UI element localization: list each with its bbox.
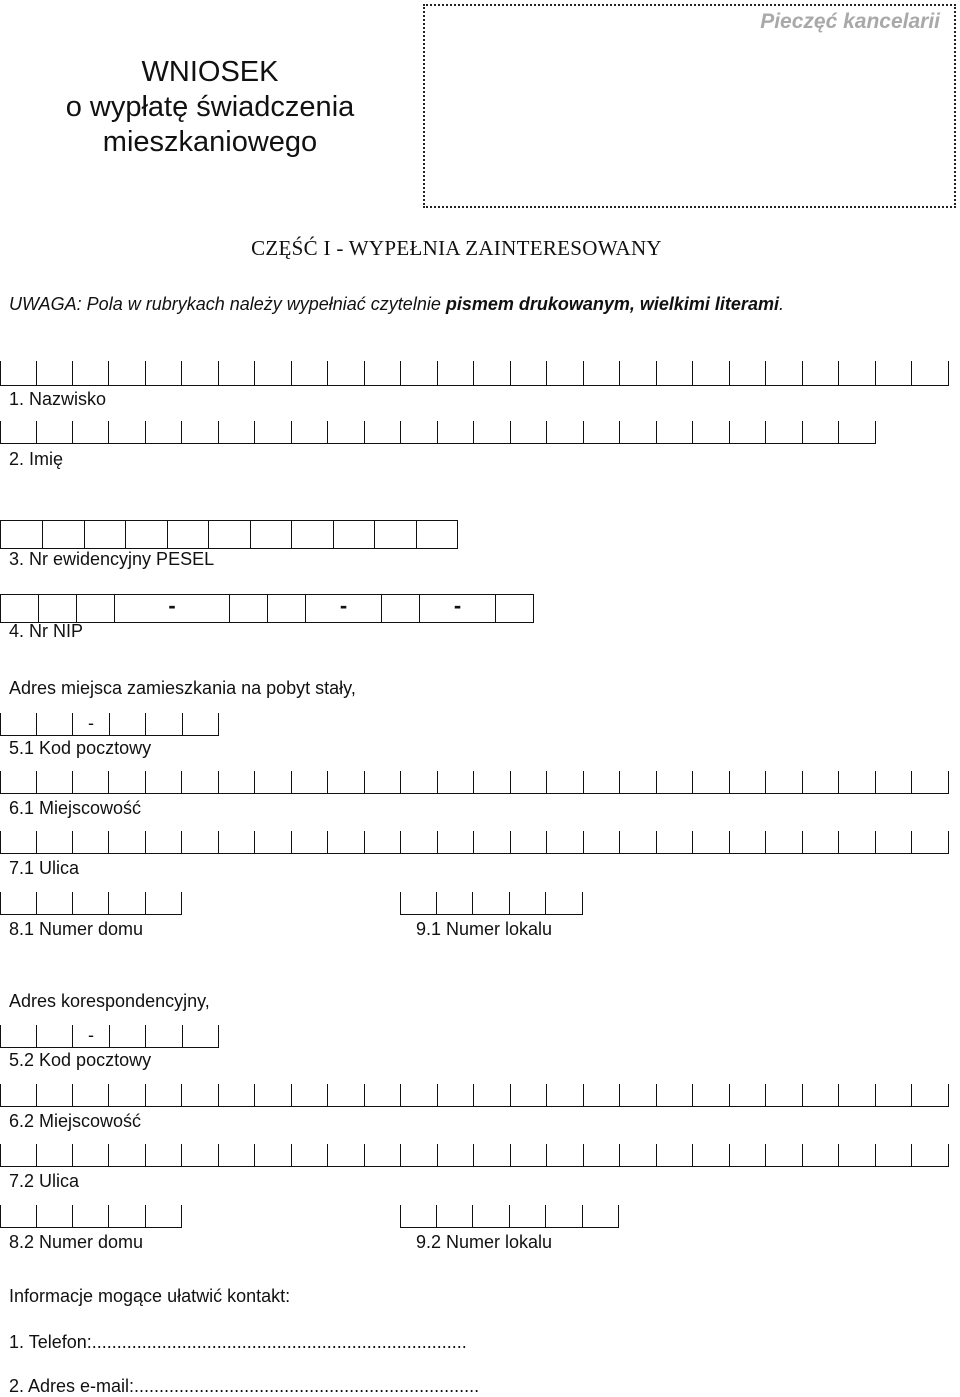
contact-heading: Informacje mogące ułatwić kontakt: [9,1286,291,1306]
phone-field[interactable]: 1. Telefon:........................................................................... [9,1332,467,1352]
instruction-note-emphasis: pismem drukowanym, wielkimi literami [445,294,779,314]
residence-house-number-label: 8.1 Numer domu [9,919,144,939]
residence-city-field[interactable] [0,771,949,794]
form-title-line-3: mieszkaniowego [102,126,318,158]
residence-postal-separator: - [88,713,94,733]
correspondence-house-number-label: 8.2 Numer domu [9,1232,144,1252]
pesel-label: 3. Nr ewidencyjny PESEL [9,549,215,569]
correspondence-heading: Adres korespondencyjny, [9,991,210,1011]
nip-field[interactable] [0,594,534,623]
correspondence-postal-separator: - [88,1025,94,1045]
nip-separator-3: - [453,593,462,618]
residence-flat-number-label: 9.1 Numer lokalu [416,919,553,939]
correspondence-city-label: 6.2 Miejscowość [9,1111,142,1131]
form-title-line-1: WNIOSEK [141,56,279,88]
residence-flat-number-field[interactable] [400,892,583,915]
correspondence-flat-number-field[interactable] [400,1205,619,1228]
correspondence-postal-code-field[interactable] [0,1025,219,1048]
nip-label: 4. Nr NIP [9,621,84,641]
correspondence-house-number-field[interactable] [0,1205,182,1228]
surname-field[interactable] [0,361,949,386]
form-title [10,55,410,160]
residence-street-label: 7.1 Ulica [9,858,80,878]
residence-heading: Adres miejsca zamieszkania na pobyt stały, [9,678,356,698]
nip-separator-2: - [339,593,348,618]
instruction-note [9,294,784,315]
first-name-label: 2. Imię [9,449,64,469]
correspondence-postal-code-label: 5.2 Kod pocztowy [9,1050,152,1070]
residence-postal-code-label: 5.1 Kod pocztowy [9,738,152,758]
form-title-line-2: o wypłatę świadczenia [65,91,355,123]
residence-house-number-field[interactable] [0,892,182,915]
office-stamp-label: Pieczęć kancelarii [760,10,940,33]
correspondence-street-label: 7.2 Ulica [9,1171,80,1191]
nip-separator-1: - [168,593,176,618]
correspondence-flat-number-label: 9.2 Numer lokalu [416,1232,553,1252]
first-name-field[interactable] [0,421,876,444]
part-one-heading: CZĘŚĆ I - WYPEŁNIA ZAINTERESOWANY [251,236,662,260]
surname-label: 1. Nazwisko [9,389,107,409]
office-stamp-box [423,4,956,208]
correspondence-city-field[interactable] [0,1084,949,1107]
correspondence-street-field[interactable] [0,1144,949,1167]
residence-postal-code-field[interactable] [0,713,219,736]
residence-city-label: 6.1 Miejscowość [9,798,142,818]
residence-street-field[interactable] [0,831,949,854]
instruction-note-prefix: UWAGA: Pola w rubrykach należy wypełniać czytelnie [9,294,446,314]
instruction-note-suffix: . [778,294,784,314]
email-field[interactable]: 2. Adres e-mail:..................................................................... [9,1376,480,1396]
pesel-field[interactable] [0,520,458,549]
